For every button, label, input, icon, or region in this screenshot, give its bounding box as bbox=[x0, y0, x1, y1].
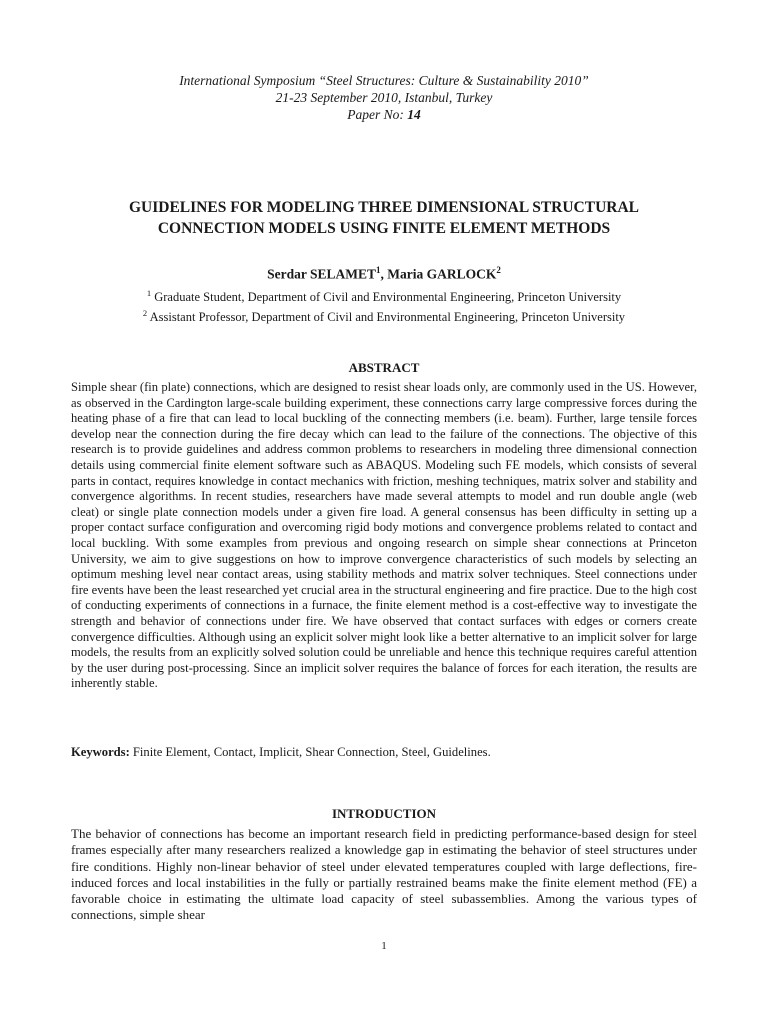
keywords-label: Keywords: bbox=[71, 745, 130, 759]
paper-number-line bbox=[0, 106, 768, 123]
keywords-line bbox=[71, 745, 697, 761]
paper-title-line-1: GUIDELINES FOR MODELING THREE DIMENSIONAL STRUCTURAL bbox=[128, 199, 640, 216]
page-number: 1 bbox=[381, 940, 387, 952]
conference-header bbox=[0, 72, 768, 123]
abstract-heading: ABSTRACT bbox=[348, 360, 420, 375]
paper-number: 14 bbox=[407, 107, 421, 122]
introduction-heading: INTRODUCTION bbox=[331, 806, 436, 821]
abstract-text: Simple shear (fin plate) connections, which are designed to resist shear loads only, are commonly used in the US. However, as observed in the Cardington large-scale building experiment, these connections carry large compressive forces during the heating phase of a fire that can lead to local buckling of the connecting members (i.e. beam). Further, large tensile forces develop near the connection during the fire decay which can lead to the failure of the connections. The objective of this research is to provide guidelines and address common problems to researchers in modeling three dimensional connection details using commercial finite element software such as ABAQUS. Modeling such FE models, which consists of several parts in contact, requires knowledge in contact mechanics with friction, meshing techniques, matrix solver and stability and convergence algorithms. In recent studies, researchers have made several attempts to model and run double angle (web cleat) or single plate connection models under a given fire load. A general consensus has been difficulty in setting up a proper contact surface configuration and overcoming rigid body motions and convergence problems related to contact and local buckling. With some examples from previous and ongoing research on simple shear connections at Princeton University, we aim to give suggestions on how to improve convergence characteristics of such models by selecting an optimum meshing level near contact areas, using stability methods and matrix solver techniques. Steel connections under fire events have been the least researched yet crucial area in the structural engineering and fire practice. Due to the high cost of conducting experiments of connections in a furnace, the finite element method is a cost-effective way to investigate the strength and behavior of connections under fire. We have observed that contact surfaces with edges or corners create convergence difficulties. Although using an explicit solver might look like a better alternative to an implicit solver for large models, the results from an explicitly solved solution could be unreliable and hence this technique requires careful attention by the user during post-processing. Since an implicit solver requires the balance of forces for each iteration, the results are inherently stable. bbox=[71, 380, 697, 691]
introduction-text: The behavior of connections has become an important research field in predicting performance-based design for steel frames especially after many researchers realized a knowledge gap in estimating the behavior of steel structures under fire conditions. Highly non-linear behavior of steel under elevated temperatures coupled with large deflections, fire-induced forces and local instabilities in the fully or partially restrained beams make the finite element method (FE) a favorable choice in estimating the ultimate load capacity of steel subassemblies. Among the various types of connections, simple shear bbox=[71, 826, 697, 923]
affiliation-2-text: Assistant Professor, Department of Civil and Environmental Engineering, Princeton University bbox=[149, 310, 626, 325]
author-2-affiliation-mark: 2 bbox=[496, 265, 501, 275]
author-1-name: Serdar SELAMET bbox=[267, 266, 376, 282]
affiliation-list bbox=[0, 285, 768, 325]
keywords-text: Finite Element, Contact, Implicit, Shear Connection, Steel, Guidelines. bbox=[129, 745, 491, 759]
paper-title bbox=[60, 197, 708, 239]
affiliation-1-text: Graduate Student, Department of Civil and Environmental Engineering, Princeton University bbox=[154, 290, 622, 305]
affiliation-1 bbox=[0, 285, 768, 305]
affiliation-1-mark: 1 bbox=[146, 288, 152, 298]
affiliation-2-mark: 2 bbox=[142, 308, 148, 319]
author-list bbox=[0, 262, 768, 283]
conference-date-location: 21-23 September 2010, Istanbul, Turkey bbox=[275, 90, 493, 105]
paper-title-line-2: CONNECTION MODELS USING FINITE ELEMENT METHODS bbox=[157, 220, 611, 237]
author-separator: , bbox=[380, 266, 388, 282]
conference-name: International Symposium “Steel Structures: Culture & Sustainability 2010” bbox=[179, 73, 589, 88]
paper-number-label: Paper No: bbox=[347, 107, 404, 122]
author-2-name: Maria GARLOCK bbox=[387, 266, 497, 282]
author-1-affiliation-mark: 1 bbox=[376, 265, 381, 275]
affiliation-2 bbox=[0, 305, 768, 325]
